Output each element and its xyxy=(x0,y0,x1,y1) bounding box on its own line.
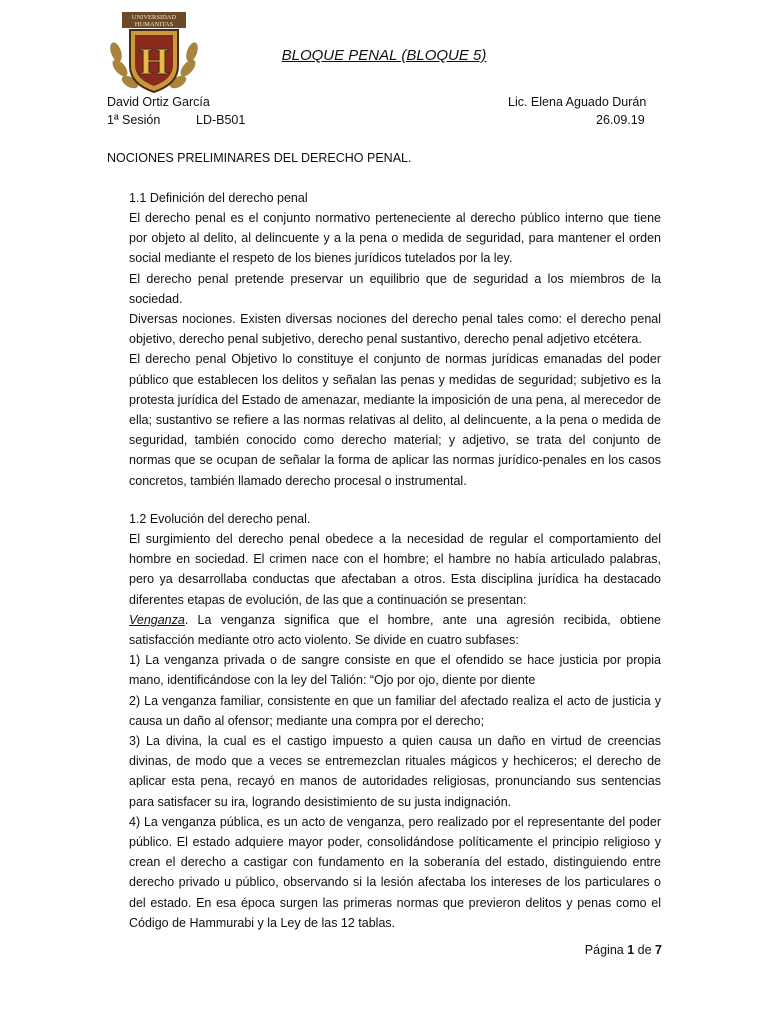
paragraph: El derecho penal pretende preservar un equilibrio que de seguridad a los miembros de la sociedad. xyxy=(129,271,661,306)
logo-text-bottom: HUMANITAS xyxy=(134,21,174,28)
section-heading: 1.1 Definición del derecho penal xyxy=(129,191,308,205)
teacher-name: Lic. Elena Aguado Durán xyxy=(508,95,647,109)
student-name: David Ortiz García xyxy=(107,95,210,109)
page-total: 7 xyxy=(655,943,662,957)
section-evolucion xyxy=(129,509,661,933)
of-word: de xyxy=(637,943,652,957)
list-item: 2) La venganza familiar, consistente en que un familiar del afectado realiza el acto de justicia y causa un daño al ofensor; mediante una compra por el derecho; xyxy=(129,693,661,728)
logo-letter: H xyxy=(139,41,169,83)
venganza-text: . La venganza significa que el hombre, ante una agresión recibida, obtiene satisfacción mediante otro acto violento. Se divide en cuatro subfases: xyxy=(129,612,661,648)
document-title-text: BLOQUE PENAL (BLOQUE 5) xyxy=(281,47,487,64)
page-number: 1 xyxy=(627,943,635,957)
paragraph: El derecho penal es el conjunto normativo perteneciente al derecho público interno que tiene por objeto al delito, al delincuente y a la pena o medida de seguridad, para mantener el orden social mediante el respeto de los bienes jurídicos tutelados por la ley. xyxy=(129,211,661,266)
paragraph: El derecho penal Objetivo lo constituye el conjunto de normas jurídicas emanadas del poder público que establecen los delitos y señalan las penas y medidas de seguridad; subjetivo es la protesta jurídica del Estado de amenazar, mediante la imposición de una pena, al merecedor de ella; sustantivo se refiere a las normas relativas al delito, al delincuente, a la pena o medida de seguridad, también conocido como derecho material; y adjetivo, se trata del conjunto de normas que se ocupan de señalar la forma de aplicar las normas jurídico-penales en los casos concretos, también llamado derecho procesal o instrumental. xyxy=(129,352,661,488)
section-heading: 1.2 Evolución del derecho penal. xyxy=(129,512,311,526)
venganza-term: Venganza xyxy=(129,612,185,627)
list-item: 3) La divina, la cual es el castigo impuesto a quien causa un daño en virtud de creencias divinas, de modo que a veces se entremezclan rituales mágicos y hechiceros; el derecho de aplicar esta pena, recayó en manos de autoridades religiosas, pronunciando sus sentencias para satisfacer su ira, logrando desistimiento de su justa indignación. xyxy=(129,734,661,809)
group-code: LD-B501 xyxy=(196,113,246,127)
paragraph: Diversas nociones. Existen diversas nociones del derecho penal tales como: el derecho penal objetivo, derecho penal subjetivo, derecho penal sustantivo, derecho penal adjetivo etcétera. xyxy=(129,312,661,347)
session-label: 1ª Sesión xyxy=(107,113,161,127)
list-item: 1) La venganza privada o de sangre consiste en que el ofendido se hace justicia por propia mano, identificándose con la ley del Talión: “Ojo por ojo, diente por diente xyxy=(129,653,661,688)
main-heading: NOCIONES PRELIMINARES DEL DERECHO PENAL. xyxy=(107,151,412,165)
paragraph: El surgimiento del derecho penal obedece a la necesidad de regular el comportamiento del hombre en sociedad. El crimen nace con el hombre; el hambre no había articulado palabras, pero ya desarrollaba conductas que afectaban a otros. Esta disciplina jurídica ha destacado diferentes etapas de evolución, de las que a continuación se presentan: xyxy=(129,532,661,607)
document-title xyxy=(0,47,768,64)
list-item: 4) La venganza pública, es un acto de venganza, pero realizado por el representante del poder público. El estado adquiere mayor poder, consolidándose políticamente el principio religioso y crean el derecho a castigar con fundamento en la soberanía del estado, distinguiendo entre derecho privado u público, observando si la lesión afectaba los intereses de los particulares o del estado. En esa época surgen las primeras normas que previeron delitos y penas como el Código de Hammurabi y la Ley de las 12 tablas. xyxy=(129,814,661,930)
logo-text-top: UNIVERSIDAD xyxy=(131,14,177,21)
page-footer xyxy=(585,943,662,957)
section-definicion xyxy=(129,188,661,491)
date: 26.09.19 xyxy=(596,113,645,127)
paragraph-venganza xyxy=(129,610,661,650)
page-word: Página xyxy=(584,943,624,957)
